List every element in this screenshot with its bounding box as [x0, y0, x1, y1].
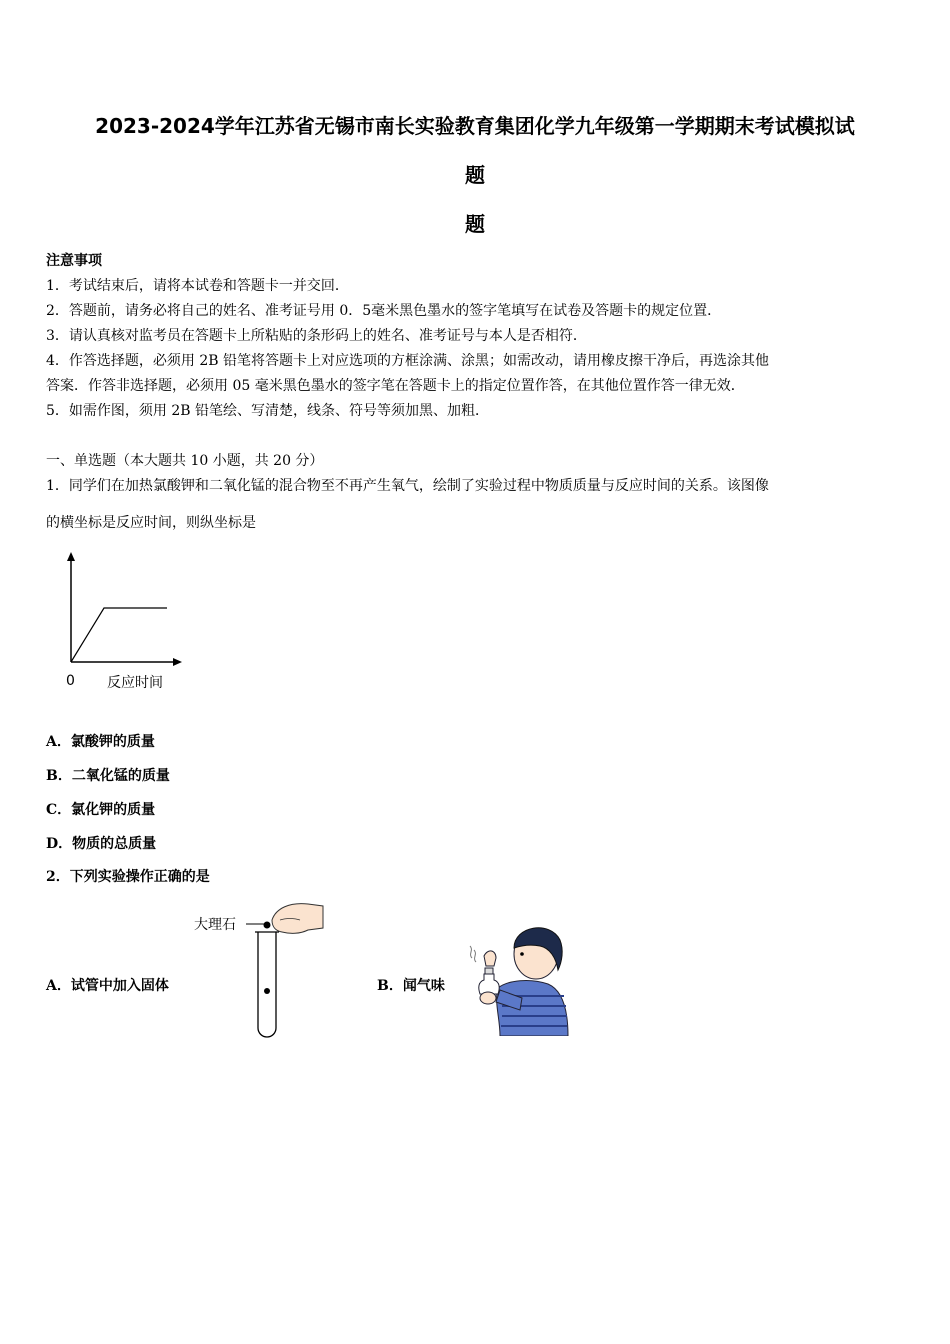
- marble-piece-icon: [264, 988, 270, 994]
- notice-item: 4．作答选择题，必须用 2B 铅笔将答题卡上对应选项的方框涂满、涂黑；如需改动，请用橡皮擦干净后，再选涂其他: [46, 353, 769, 369]
- child-body-icon: [497, 981, 568, 1036]
- q1-stem-line1: 1．同学们在加热氯酸钾和二氧化锰的混合物至不再产生氧气，绘制了实验过程中物质质量与反应时间的关系。该图像: [46, 478, 769, 494]
- graph-curve: [71, 608, 167, 662]
- marble-piece-icon: [264, 922, 271, 929]
- y-axis-arrow: [67, 552, 75, 561]
- fanning-hand-icon: [484, 951, 496, 966]
- notice-item: 2．答题前，请务必将自己的姓名、准考证号用 0．5毫米黑色墨水的签字笔填写在试卷及答题卡的规定位置．: [46, 303, 722, 319]
- q2-option-a-label: A．试管中加入固体: [46, 978, 169, 994]
- q1-graph: [55, 548, 195, 696]
- graph-origin-label: 0: [66, 673, 75, 689]
- q1-stem-line2: 的横坐标是反应时间，则纵坐标是: [46, 515, 256, 531]
- q2-option-b-label: B．闻气味: [377, 978, 445, 994]
- q2-stem: 2．下列实验操作正确的是: [46, 869, 210, 885]
- hand-icon: [272, 904, 323, 934]
- notice-item: 1．考试结束后，请将本试卷和答题卡一并交回．: [46, 278, 349, 294]
- q1-option-a: A．氯酸钾的质量: [46, 734, 155, 750]
- q2-option-a-figure: [190, 898, 330, 1043]
- marble-label: 大理石: [194, 917, 236, 933]
- section-heading: 一、单选题（本大题共 10 小题，共 20 分）: [46, 453, 324, 469]
- graph-x-label: 反应时间: [107, 675, 163, 691]
- x-axis-arrow: [173, 658, 182, 666]
- exam-title-line1: 2023-2024学年江苏省无锡市南长实验教育集团化学九年级第一学期期末考试模拟试: [95, 114, 855, 138]
- q1-option-b: B．二氧化锰的质量: [46, 768, 170, 784]
- q1-option-d: D．物质的总质量: [46, 836, 157, 852]
- notice-item: 答案．作答非选择题，必须用 05 毫米黑色墨水的签字笔在答题卡上的指定位置作答，在其他位置作答一律无效．: [46, 378, 745, 394]
- exam-title-line3: 题: [465, 212, 485, 236]
- notice-item: 5．如需作图，须用 2B 铅笔绘、写清楚，线条、符号等须加黑、加粗．: [46, 403, 490, 419]
- test-tube-icon: [258, 932, 276, 1037]
- notice-heading: 注意事项: [46, 253, 102, 269]
- exam-title-line2: 题: [465, 163, 485, 187]
- bottle-icon: [479, 974, 499, 994]
- q1-option-c: C．氯化钾的质量: [46, 802, 156, 818]
- q2-option-b-figure: [460, 918, 575, 1036]
- smelling-child-svg: [460, 918, 575, 1036]
- test-tube-svg: [190, 898, 330, 1043]
- notice-item: 3．请认真核对监考员在答题卡上所粘贴的条形码上的姓名、准考证号与本人是否相符．: [46, 328, 587, 344]
